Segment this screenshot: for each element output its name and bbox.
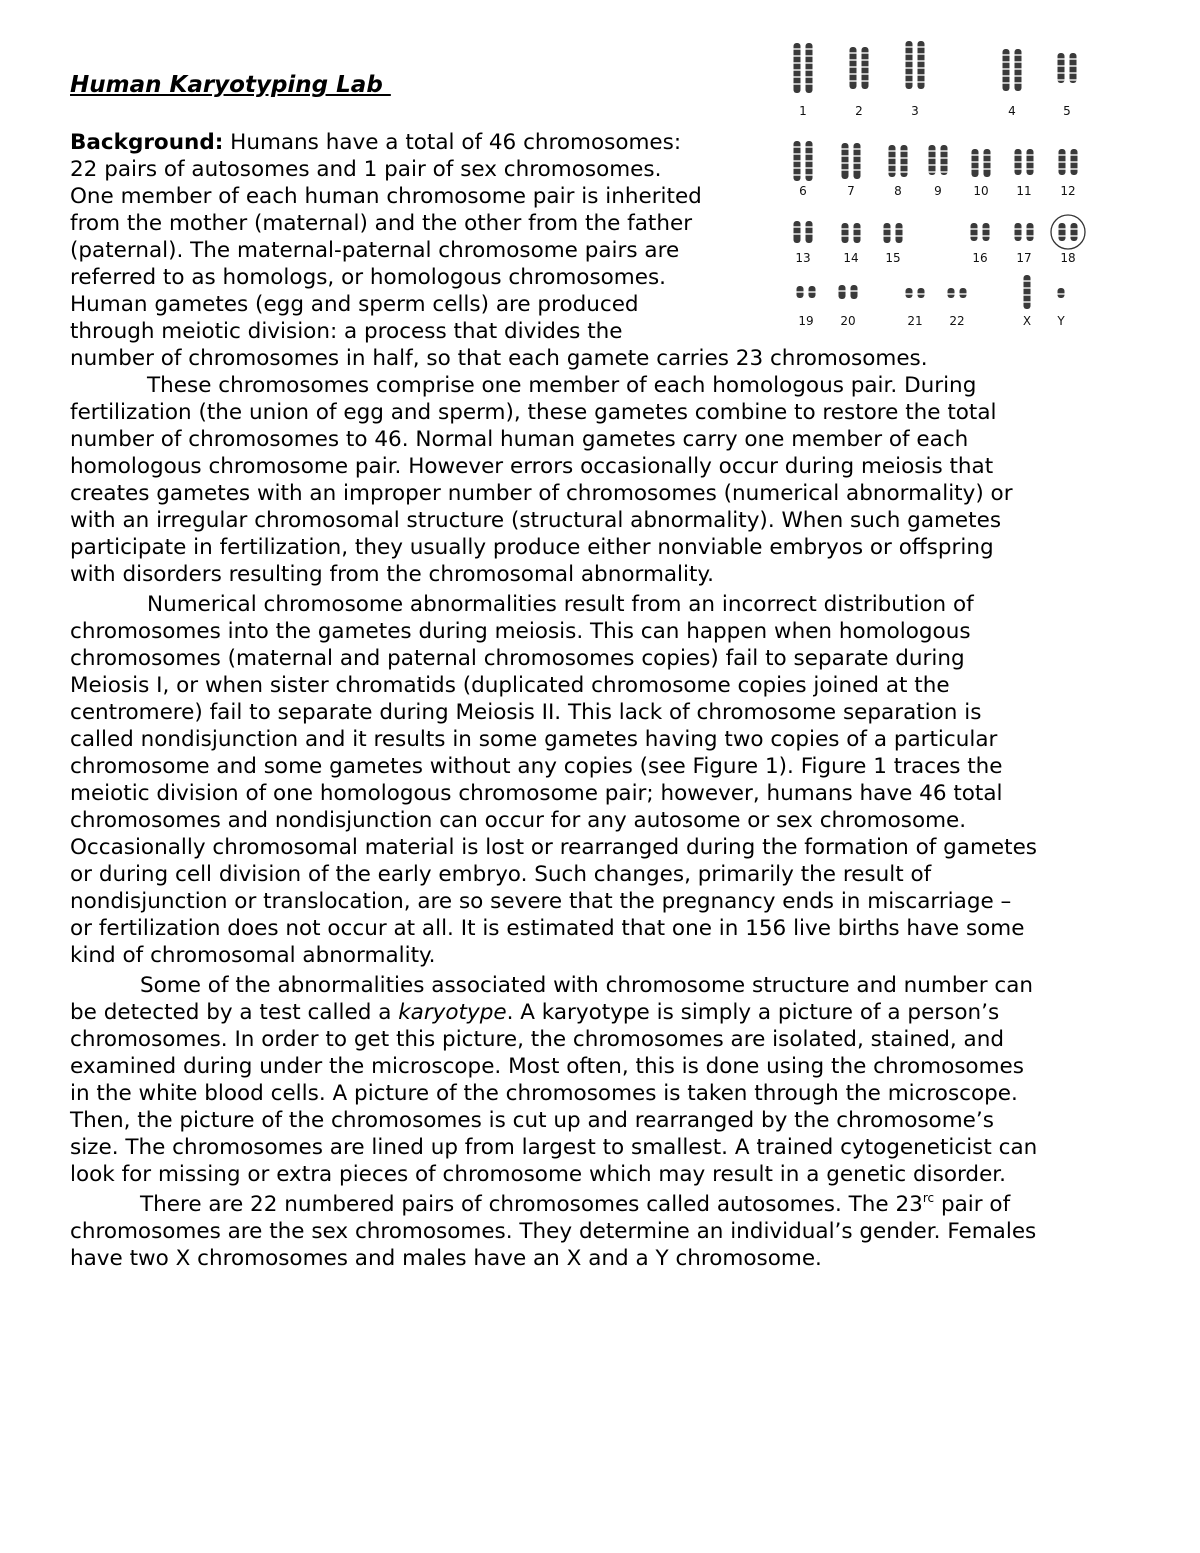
paragraph-line: chromosomes into the gametes during meiosis. This can happen when homologous <box>70 619 971 644</box>
chromosome-band <box>1058 293 1065 295</box>
paragraph-line: creates gametes with an improper number of chromosomes (numerical abnormality) or <box>70 481 1013 506</box>
paragraph-line: chromosome and some gametes without any copies (see Figure 1). Figure 1 traces the <box>70 754 1003 779</box>
chromosome-band <box>1003 75 1010 77</box>
chromosome-band <box>889 157 896 159</box>
chromosome-band <box>889 171 896 173</box>
superscript: rc <box>922 1191 935 1205</box>
paragraph-line: There are 22 numbered pairs of chromosomes called autosomes. The $23^{rc}$ pair of <box>140 1191 1011 1217</box>
chromosome-band <box>797 291 804 293</box>
chromosome-band <box>1015 228 1022 230</box>
paragraph-line: homologous chromosome pair. However errors occasionally occur during meiosis that <box>70 454 994 479</box>
page-title: Human Karyotyping Lab <box>70 72 391 98</box>
chromosome-band <box>1024 280 1031 282</box>
chromosome-band <box>972 168 979 170</box>
chromosome-band <box>1059 154 1066 156</box>
paragraph-line: with disorders resulting from the chromosomal abnormality. <box>70 562 714 587</box>
chromosome-band <box>794 76 801 78</box>
chromosome-label: 10 <box>973 184 989 198</box>
chromosome-label: 15 <box>885 251 901 265</box>
chromosome-label: 5 <box>1063 104 1071 118</box>
chromosome-band <box>1071 154 1078 156</box>
chromosome-band <box>941 150 948 152</box>
chromosome-band <box>842 235 849 237</box>
chromosome-label: 18 <box>1060 251 1076 265</box>
chromosome-band <box>1071 235 1078 237</box>
chromosome-9 <box>929 145 936 175</box>
chromosome-band <box>850 59 857 61</box>
chromosome-band <box>850 66 857 68</box>
chromosome-band <box>972 154 979 156</box>
chromosome-band <box>794 233 801 235</box>
chromosome-band <box>884 235 891 237</box>
chromosome-band <box>1024 294 1031 296</box>
chromosome-band <box>1015 61 1022 63</box>
chromosome-band <box>984 161 991 163</box>
chromosome-14 <box>854 223 861 243</box>
paragraph-line: Then, the picture of the chromosomes is cut up and rearranged by the chromosome’s <box>70 1108 994 1133</box>
chromosome-label: 1 <box>799 104 807 118</box>
chromosome-band <box>901 150 908 152</box>
chromosome-band <box>1003 82 1010 84</box>
chromosome-label: 16 <box>972 251 988 265</box>
chromosome-13 <box>806 221 813 243</box>
chromosome-band <box>918 74 925 76</box>
background-line: Human gametes (egg and sperm cells) are produced <box>70 292 639 317</box>
chromosome-band <box>1027 154 1034 156</box>
chromosome-band <box>806 167 813 169</box>
chromosome-band <box>983 228 990 230</box>
chromosome-9 <box>941 145 948 175</box>
chromosome-band <box>906 74 913 76</box>
chromosome-band <box>794 153 801 155</box>
chromosome-band <box>862 80 869 82</box>
chromosome-13 <box>794 221 801 243</box>
chromosome-5 <box>1070 53 1077 83</box>
chromosome-band <box>1071 168 1078 170</box>
paragraph-line: look for missing or extra pieces of chromosome which may result in a genetic disorder. <box>70 1162 1007 1187</box>
karyotype-chromosomes <box>794 41 1078 309</box>
chromosome-band <box>794 62 801 64</box>
chromosome-band <box>984 168 991 170</box>
chromosome-band <box>1058 72 1065 74</box>
chromosome-18-circle <box>1051 215 1085 249</box>
chromosome-band <box>896 235 903 237</box>
chromosome-15 <box>896 223 903 243</box>
chromosome-band <box>984 154 991 156</box>
chromosome-band <box>839 290 846 292</box>
chromosome-18 <box>1071 223 1078 241</box>
chromosome-label: 19 <box>798 314 814 328</box>
chromosome-band <box>889 150 896 152</box>
chromosome-band <box>906 81 913 83</box>
background-label: Background: <box>70 130 224 155</box>
paragraph-line: fertilization (the union of egg and sperm), these gametes combine to restore the total <box>70 400 997 425</box>
chromosome-band <box>794 69 801 71</box>
chromosome-label: 3 <box>911 104 919 118</box>
chromosome-band <box>1015 154 1022 156</box>
chromosome-band <box>1015 82 1022 84</box>
background-line: One member of each human chromosome pair is inherited <box>70 184 702 209</box>
background-line: Background: Humans have a total of 46 chromosomes: <box>70 130 682 155</box>
chromosome-band <box>929 164 936 166</box>
chromosome-band <box>1058 58 1065 60</box>
chromosome-band <box>806 146 813 148</box>
chromosome-band <box>1070 65 1077 67</box>
chromosome-label: 14 <box>843 251 859 265</box>
chromosome-band <box>1015 235 1022 237</box>
chromosome-band <box>972 161 979 163</box>
chromosome-17 <box>1027 223 1034 241</box>
chromosome-label: 22 <box>949 314 965 328</box>
chromosome-band <box>842 169 849 171</box>
chromosome-band <box>806 153 813 155</box>
chromosome-band <box>948 293 955 295</box>
chromosome-band <box>901 171 908 173</box>
chromosome-band <box>971 235 978 237</box>
chromosome-band <box>806 226 813 228</box>
background-line: referred to as homologs, or homologous chromosomes. <box>70 265 667 290</box>
chromosome-band <box>842 155 849 157</box>
chromosome-band <box>794 226 801 228</box>
chromosome-band <box>806 76 813 78</box>
chromosome-band <box>1027 228 1034 230</box>
paragraph-line: size. The chromosomes are lined up from largest to smallest. A trained cytogeneticist can <box>70 1135 1038 1160</box>
paragraph-line: with an irregular chromosomal structure (structural abnormality). When such gametes <box>70 508 1002 533</box>
chromosome-band <box>862 73 869 75</box>
chromosome-label: 21 <box>907 314 923 328</box>
chromosome-band <box>842 228 849 230</box>
chromosome-15 <box>884 223 891 243</box>
chromosome-label: 7 <box>847 184 855 198</box>
chromosome-band <box>906 60 913 62</box>
chromosome-band <box>983 235 990 237</box>
karyotype-figure <box>775 35 1105 335</box>
chromosome-5 <box>1058 53 1065 83</box>
chromosome-band <box>794 55 801 57</box>
chromosome-band <box>1059 161 1066 163</box>
paragraph-line: in the white blood cells. A picture of the chromosomes is taken through the microscope. <box>70 1081 1018 1106</box>
paragraph-line: chromosomes and nondisjunction can occur for any autosome or sex chromosome. <box>70 808 967 833</box>
paragraph-line: Numerical chromosome abnormalities result from an incorrect distribution of <box>147 592 974 617</box>
chromosome-band <box>854 162 861 164</box>
chromosome-band <box>806 69 813 71</box>
chromosome-label: 2 <box>855 104 863 118</box>
chromosome-band <box>1070 79 1077 81</box>
chromosome-band <box>806 83 813 85</box>
paragraph-line: be detected by a test called a karyotype. A karyotype is simply a picture of a person’s <box>70 1000 1000 1025</box>
chromosome-band <box>854 155 861 157</box>
paragraph-line: nondisjunction or translocation, are so severe that the pregnancy ends in miscarriage – <box>70 889 1012 914</box>
chromosome-band <box>806 160 813 162</box>
chromosome-label: Y <box>1057 314 1065 328</box>
chromosome-band <box>941 171 948 173</box>
paragraph-line: examined during under the microscope. Most often, this is done using the chromosomes <box>70 1054 1024 1079</box>
paragraph-line: chromosomes are the sex chromosomes. They determine an individual’s gender. Females <box>70 1219 1037 1244</box>
chromosome-band <box>906 46 913 48</box>
paragraph-line: Some of the abnormalities associated with chromosome structure and number can <box>140 973 1034 998</box>
chromosome-label: 12 <box>1060 184 1076 198</box>
chromosome-label: 6 <box>799 184 807 198</box>
chromosome-label: 9 <box>934 184 942 198</box>
chromosome-14 <box>842 223 849 243</box>
chromosome-band <box>850 80 857 82</box>
chromosome-band <box>862 52 869 54</box>
paragraph-line: centromere) fail to separate during Meiosis II. This lack of chromosome separation is <box>70 700 982 725</box>
chromosome-1 <box>806 43 813 93</box>
paragraph-line: or during cell division of the early embryo. Such changes, primarily the result of <box>70 862 932 887</box>
chromosome-band <box>1027 161 1034 163</box>
chromosome-band <box>918 67 925 69</box>
chromosome-band <box>806 233 813 235</box>
chromosome-band <box>854 235 861 237</box>
chromosome-label: 8 <box>894 184 902 198</box>
chromosome-band <box>1027 235 1034 237</box>
chromosome-band <box>842 148 849 150</box>
chromosome-label: 13 <box>795 251 811 265</box>
background-line: number of chromosomes in half, so that each gamete carries 23 chromosomes. <box>70 346 928 371</box>
chromosome-label: 4 <box>1008 104 1016 118</box>
chromosome-band <box>806 48 813 50</box>
paragraph-line: called nondisjunction and it results in some gametes having two copies of a particular <box>70 727 998 752</box>
chromosome-band <box>794 146 801 148</box>
chromosome-band <box>1070 72 1077 74</box>
chromosome-label: 17 <box>1016 251 1032 265</box>
chromosome-17 <box>1015 223 1022 241</box>
chromosome-band <box>929 150 936 152</box>
chromosome-band <box>918 46 925 48</box>
background-line: through meiotic division: a process that divides the <box>70 319 623 344</box>
chromosome-band <box>862 59 869 61</box>
chromosome-band <box>884 228 891 230</box>
chromosome-band <box>794 174 801 176</box>
chromosome-band <box>971 228 978 230</box>
chromosome-band <box>806 62 813 64</box>
chromosome-band <box>806 174 813 176</box>
chromosome-band <box>896 228 903 230</box>
paragraph-line: Occasionally chromosomal material is lost or rearranged during the formation of gametes <box>70 835 1037 860</box>
chromosome-band <box>806 55 813 57</box>
chromosome-band <box>854 148 861 150</box>
chromosome-band <box>918 81 925 83</box>
chromosome-label: X <box>1022 314 1032 328</box>
chromosome-1 <box>794 43 801 93</box>
chromosome-band <box>1058 79 1065 81</box>
chromosome-band <box>851 290 858 292</box>
chromosome-band <box>1015 54 1022 56</box>
chromosome-band <box>960 293 967 295</box>
background-line: from the mother (maternal) and the other from the father <box>70 211 693 236</box>
paragraph-line: kind of chromosomal abnormality. <box>70 943 436 968</box>
chromosome-18 <box>1059 223 1066 241</box>
chromosome-band <box>794 160 801 162</box>
chromosome-band <box>809 291 816 293</box>
chromosome-label: 11 <box>1016 184 1032 198</box>
paragraph-line: chromosomes (maternal and paternal chromosomes copies) fail to separate during <box>70 646 965 671</box>
chromosome-band <box>941 157 948 159</box>
chromosome-band <box>901 157 908 159</box>
paragraph-line: meiotic division of one homologous chromosome pair; however, humans have 46 total <box>70 781 1003 806</box>
chromosome-band <box>1003 61 1010 63</box>
chromosome-band <box>889 164 896 166</box>
paragraph-line: have two X chromosomes and males have an X and a Y chromosome. <box>70 1246 822 1271</box>
chromosome-band <box>1015 68 1022 70</box>
background-line: 22 pairs of autosomes and 1 pair of sex chromosomes. <box>70 157 662 182</box>
chromosome-band <box>1015 75 1022 77</box>
chromosome-16 <box>971 223 978 241</box>
chromosome-band <box>906 293 913 295</box>
paragraph-line: Meiosis I, or when sister chromatids (duplicated chromosome copies joined at the <box>70 673 950 698</box>
paragraph-line: number of chromosomes to 46. Normal human gametes carry one member of each <box>70 427 969 452</box>
chromosome-band <box>901 164 908 166</box>
chromosome-band <box>1071 161 1078 163</box>
chromosome-band <box>929 157 936 159</box>
karyotype-labels <box>795 104 1075 328</box>
chromosome-band <box>794 167 801 169</box>
chromosome-band <box>1027 168 1034 170</box>
chromosome-16 <box>983 223 990 241</box>
karyotype-term: karyotype <box>398 1000 507 1025</box>
chromosome-band <box>906 67 913 69</box>
chromosome-band <box>1059 228 1066 230</box>
paragraph-line: These chromosomes comprise one member of each homologous pair. During <box>147 373 977 398</box>
chromosome-band <box>941 164 948 166</box>
chromosome-band <box>918 53 925 55</box>
chromosome-band <box>1070 58 1077 60</box>
chromosome-band <box>1059 235 1066 237</box>
chromosome-band <box>794 83 801 85</box>
chromosome-band <box>1059 168 1066 170</box>
chromosome-label: 20 <box>840 314 856 328</box>
paragraph-line: chromosomes. In order to get this picture, the chromosomes are isolated, stained, and <box>70 1027 1005 1052</box>
chromosome-band <box>854 228 861 230</box>
chromosome-band <box>1015 168 1022 170</box>
chromosome-band <box>929 171 936 173</box>
chromosome-band <box>1071 228 1078 230</box>
chromosome-band <box>850 52 857 54</box>
chromosome-band <box>842 162 849 164</box>
chromosome-band <box>1024 301 1031 303</box>
chromosome-band <box>1003 54 1010 56</box>
chromosome-band <box>1024 287 1031 289</box>
chromosome-band <box>850 73 857 75</box>
paragraph-line: participate in fertilization, they usually produce either nonviable embryos or offspring <box>70 535 994 560</box>
chromosome-band <box>794 48 801 50</box>
chromosome-band <box>918 60 925 62</box>
chromosome-band <box>862 66 869 68</box>
chromosome-band <box>918 293 925 295</box>
chromosome-band <box>1015 161 1022 163</box>
chromosome-band <box>906 53 913 55</box>
chromosome-band <box>854 169 861 171</box>
background-line: (paternal). The maternal-paternal chromosome pairs are <box>70 238 680 263</box>
paragraph-line: or fertilization does not occur at all. It is estimated that one in 156 live births have some <box>70 916 1025 941</box>
chromosome-band <box>1003 68 1010 70</box>
chromosome-band <box>1058 65 1065 67</box>
